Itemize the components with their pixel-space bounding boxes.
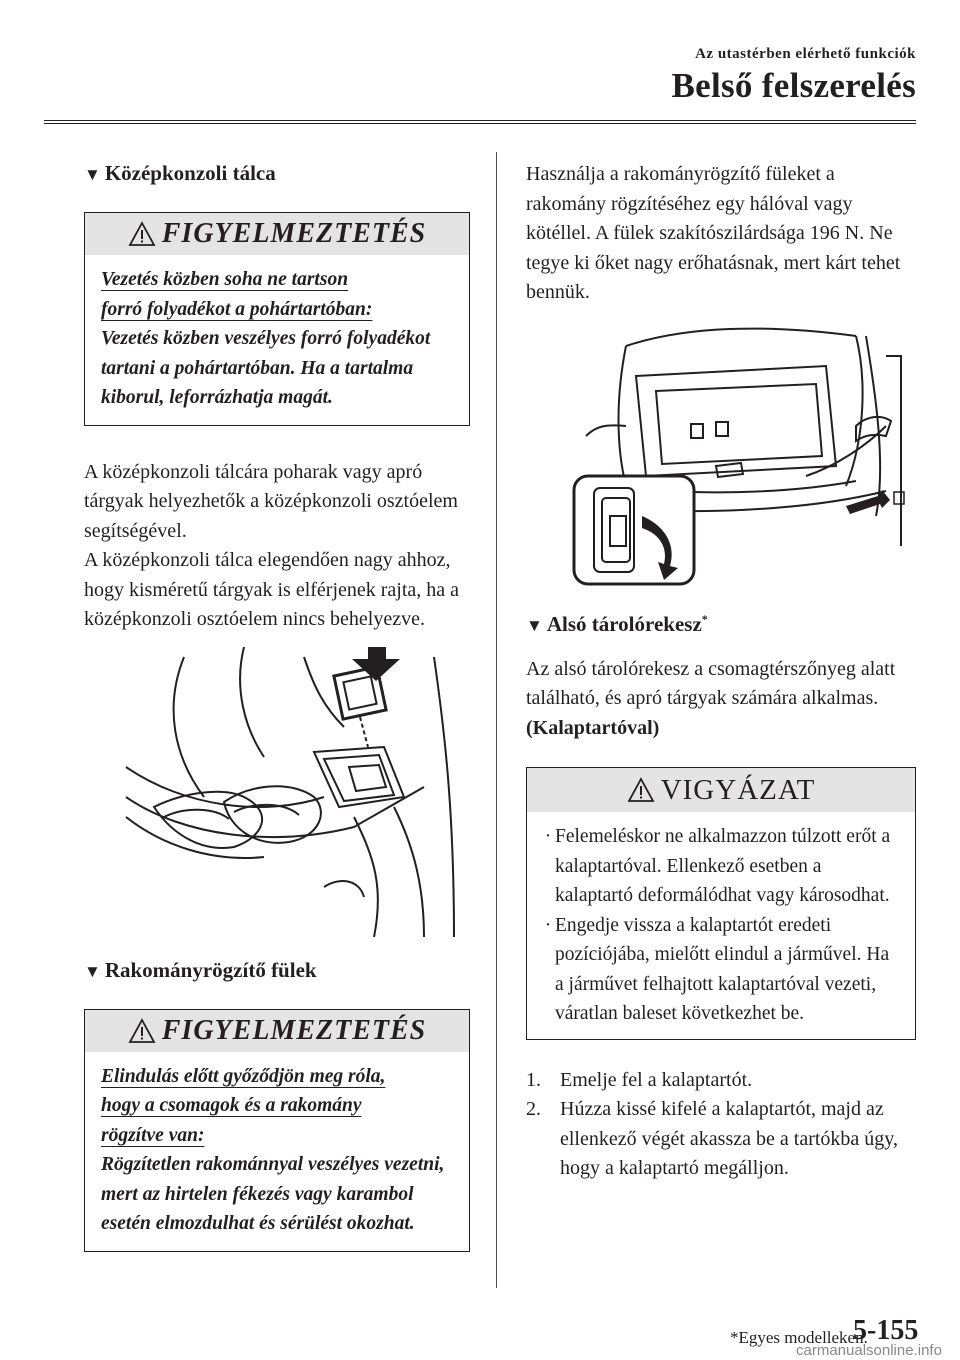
warning-triangle-icon: [627, 777, 655, 803]
cargo-hook-illustration: [566, 316, 906, 588]
watermark: carmanualsonline.info: [796, 1342, 942, 1359]
caution-bullet: · Engedje vissza a kalaptartót eredeti pozíciójába, mielőtt elindul a járművel. Ha a járművet felhajtott kalaptartóval vezeti, váratlan baleset következhet be.: [544, 914, 890, 1024]
paragraph: A középkonzoli tálca elegendően nagy ahhoz, hogy kisméretű tárgyak is elférjenek rajta, ha a középkonzoli osztóelem nincs behelyezve.: [84, 549, 460, 630]
left-column: [84, 158, 470, 1252]
section-heading: ▼ Alsó tárolórekesz*: [526, 611, 708, 636]
section-heading: ▼ Középkonzoli tálca: [84, 161, 276, 185]
warning-box: [84, 212, 470, 426]
caution-text: [527, 812, 915, 1039]
caution-header: VIGYÁZAT: [527, 768, 915, 812]
warning-text: Elindulás előtt győződjön meg róla, hogy a csomagok és a rakomány rögzítve van: Rögzítetlen rakománnyal veszélyes vezetni, mert az hirtelen fékezés vagy karambol esetén elmozdulhat és sérülést okozhat.: [101, 1065, 445, 1234]
steps-list: [526, 1066, 916, 1184]
column-divider: [496, 152, 497, 1288]
triangle-bullet-icon: ▼: [84, 961, 101, 981]
triangle-bullet-icon: ▼: [84, 165, 101, 184]
paragraph: Használja a rakományrögzítő füleket a rakomány rögzítéséhez egy hálóval vagy kötéllel. A fülek szakítószilárdsága 196 N. Ne tegye ki őket nagy erőhatásnak, mert kárt tehet bennük.: [526, 163, 901, 303]
console-tray-illustration: [124, 647, 464, 937]
caution-box: [526, 767, 916, 1040]
caution-bullet: · Felemeléskor ne alkalmazzon túlzott erőt a kalaptartóval. Ellenkező esetben a kalaptartó deformálódhat vagy károsodhat.: [544, 826, 891, 906]
warning-box: [84, 1009, 470, 1252]
header-title: Belső felszerelés: [671, 66, 916, 105]
triangle-bullet-icon: ▼: [526, 615, 543, 635]
header-subtitle: Az utastérben elérhető funkciók: [695, 46, 916, 62]
paragraph: Az alsó tárolórekesz a csomagtérszőnyeg alatt található, és apró tárgyak számára alkalmas.: [526, 657, 896, 709]
footer-note: *Egyes modelleken.: [730, 1328, 868, 1347]
right-column: [526, 160, 916, 1184]
page-number: 5-155: [853, 1315, 919, 1346]
warning-header: FIGYELMEZTETÉS: [85, 213, 469, 255]
subheading: (Kalaptartóval): [526, 716, 660, 739]
warning-triangle-icon: [128, 1018, 156, 1044]
section-heading: ▼ Rakományrögzítő fülek: [84, 957, 317, 982]
warning-triangle-icon: [128, 221, 156, 247]
paragraph: A középkonzoli tálcára poharak vagy apró tárgyak helyezhetők a középkonzoli osztóelem segítségével.: [84, 460, 458, 542]
warning-text: Vezetés közben soha ne tartson forró folyadékot a pohártartóban: Vezetés közben veszélyes forró folyadékot tartani a pohártartóban. Ha a tartalma kiborul, leforrázhatja magát.: [101, 269, 431, 408]
list-item: 1. Emelje fel a kalaptartót.: [526, 1068, 753, 1091]
header-rule: [44, 120, 916, 126]
warning-header: FIGYELMEZTETÉS: [85, 1010, 469, 1052]
list-item: 2. Húzza kissé kifelé a kalaptartót, majd az ellenkező végét akassza be a tartókba úgy, hogy a kalaptartó megálljon.: [526, 1098, 898, 1179]
